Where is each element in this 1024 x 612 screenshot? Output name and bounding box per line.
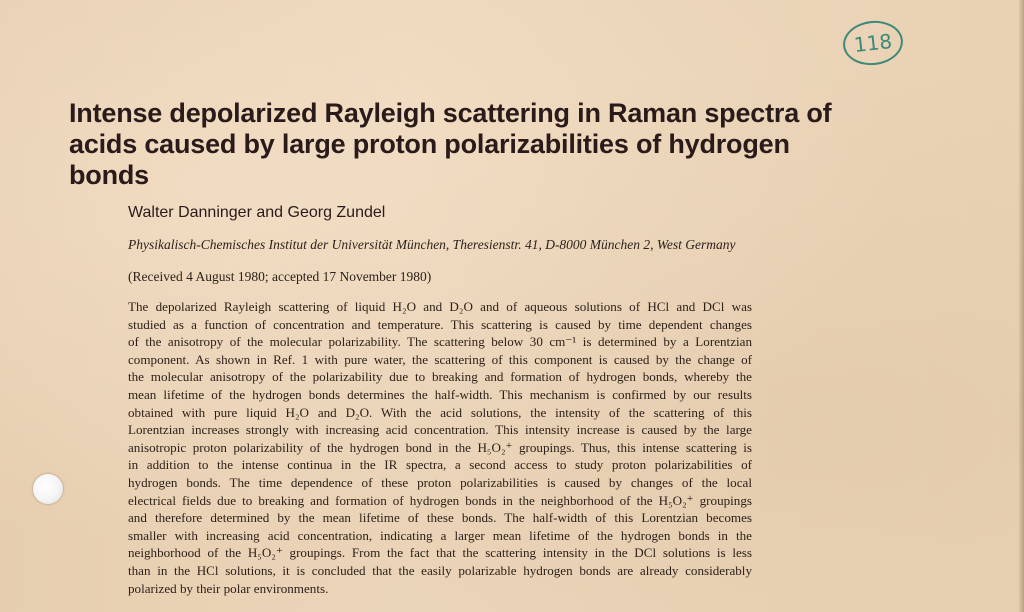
abstract-line: anisotropic proton polarizability of the hydrogen bond in the H₅O₂⁺ groupings. Thus, this intense scattering is [128, 439, 752, 455]
abstract-line: obtained with pure liquid H₂O and D₂O. With the acid solutions, the intensity of the scattering of this [128, 404, 752, 420]
abstract-line: studied as a function of concentration and temperature. This scattering is caused by time dependent changes [128, 316, 752, 332]
paper-authors: Walter Danninger and Georg Zundel [128, 204, 386, 221]
abstract-line: than in the HCl solutions, it is concluded that the easily polarizable hydrogen bonds are already considerably [128, 562, 752, 578]
abstract-line: of the anisotropy of the molecular polarizability. The scattering below 30 cm⁻¹ is determined by a Lorentzian [128, 334, 752, 350]
abstract-line: Lorentzian increases strongly with increasing acid concentration. This intensity increase is caused by the large [128, 422, 752, 438]
abstract-line: mean lifetime of the hydrogen bonds determines the half-width. This mechanism is confirmed by our results [128, 386, 752, 402]
paper-title: Intense depolarized Rayleigh scattering in Raman spectra of acids caused by large proton polarizabilities of hydrogen bonds [69, 98, 832, 190]
abstract [128, 298, 752, 597]
abstract-line: in addition to the intense continua in the IR spectra, a second access to study proton polarizabilities of [128, 457, 752, 473]
binder-punch-hole [33, 474, 63, 504]
abstract-line: and therefore determined by the mean lifetime of these bonds. The half-width of this Lorentzian becomes [128, 510, 752, 526]
abstract-line: smaller with increasing acid concentration, indicating a larger mean lifetime of the hydrogen bonds in the [128, 527, 752, 543]
abstract-line: hydrogen bonds. The time dependence of these proton polarizabilities is caused by changes of the local [128, 474, 752, 490]
abstract-line: the molecular anisotropy of the polarizability due to breaking and formation of hydrogen bonds, whereby the [128, 369, 752, 385]
received-dates: (Received 4 August 1980; accepted 17 November 1980) [128, 269, 432, 284]
page-edge-shadow [1018, 0, 1024, 612]
author-affiliation: Physikalisch-Chemisches Institut der Universität München, Theresienstr. 41, D-8000 München 2, West Germany [128, 237, 736, 252]
abstract-line: neighborhood of the H₅O₂⁺ groupings. From the fact that the scattering intensity in the DCl solutions is less [128, 545, 752, 561]
abstract-line: component. As shown in Ref. 1 with pure water, the scattering of this component is caused by the change of [128, 351, 752, 367]
handwritten-page-number: 118 [841, 18, 905, 68]
abstract-line: polarized by their polar environments. [128, 580, 329, 596]
abstract-line: The depolarized Rayleigh scattering of liquid H₂O and D₂O and of aqueous solutions of HCl and DCl was [128, 299, 752, 314]
abstract-line: electrical fields due to breaking and formation of hydrogen bonds in the neighborhood of the H₅O₂⁺ groupings [128, 492, 752, 508]
